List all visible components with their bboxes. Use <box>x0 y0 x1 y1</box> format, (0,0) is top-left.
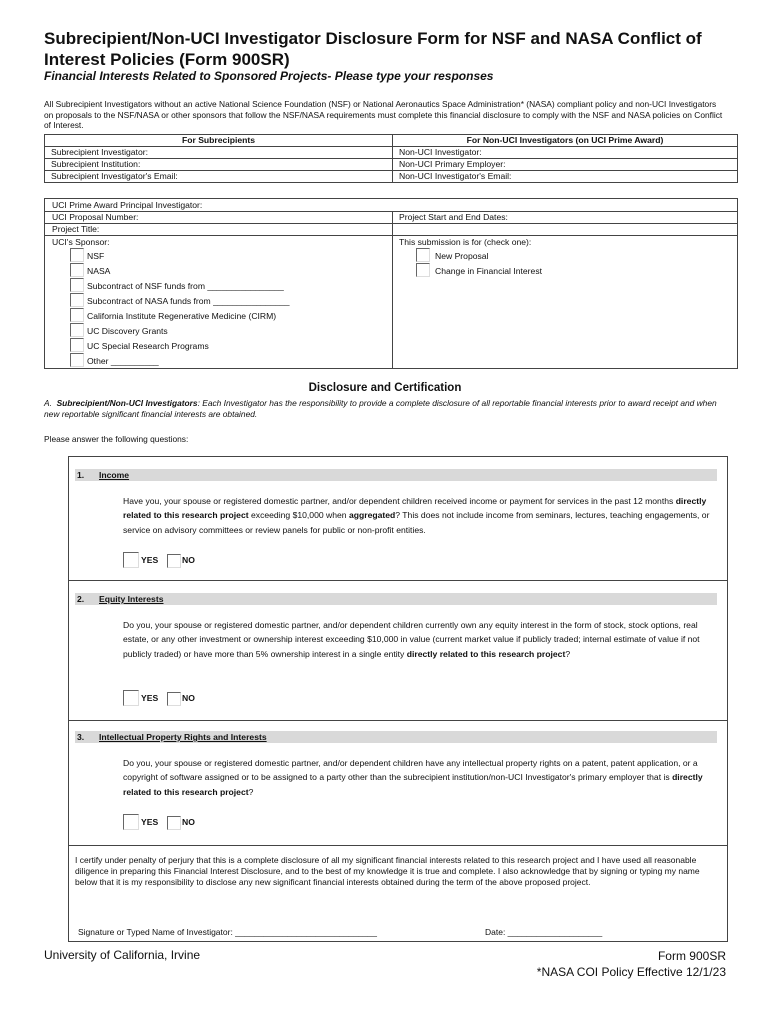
investigator-info-table <box>44 134 738 183</box>
section-a-text <box>44 398 734 420</box>
questions-box <box>68 456 728 942</box>
submission-label: This submission is for (check one): <box>399 237 532 247</box>
question-1-yes-label: YES <box>141 555 159 565</box>
sponsor-nsf-subcontract-checkbox[interactable] <box>70 278 84 292</box>
new-proposal-checkbox[interactable] <box>416 248 430 262</box>
non-uci-employer-field[interactable]: Non-UCI Primary Employer: <box>393 159 738 171</box>
section-a-prefix: A. <box>44 398 52 408</box>
footer-form-info <box>537 948 726 980</box>
change-interest-label: Change in Financial Interest <box>435 266 543 276</box>
sponsor-nsf-subcontract-label: Subcontract of NSF funds from ________________ <box>87 281 284 291</box>
sponsor-nasa-subcontract-label: Subcontract of NASA funds from ________________ <box>87 296 290 306</box>
subrecipient-email-field[interactable]: Subrecipient Investigator's Email: <box>45 171 393 183</box>
non-uci-email-field[interactable]: Non-UCI Investigator's Email: <box>393 171 738 183</box>
footer-university: University of California, Irvine <box>44 948 201 962</box>
question-1-text: Have you, your spouse or registered domestic partner, and/or dependent children received income or payment for services in the past 12 months directly related to this research project exceeding $10,000 when aggregated? This does not include income from seminars, lectures, teaching engagements, or service on advisory committees or review panels for public or non-profit entities. <box>123 496 710 535</box>
date-field[interactable]: Date: ____________________ <box>485 927 603 937</box>
sponsor-nasa-subcontract-checkbox[interactable] <box>70 293 84 307</box>
question-1-no-label: NO <box>182 555 195 565</box>
intro-paragraph: All Subrecipient Investigators without an active National Science Foundation (NSF) or National Aeronautics Space Administration* (NASA) compliant policy and non-UCI Investigators on proposals to the NSF/NASA or other sponsors that follow the NSF/NASA requirements must complete this financial disclosure to comply with the NSF and NASA policies on Conflict of Interest. <box>44 99 723 131</box>
pi-field[interactable]: UCI Prime Award Principal Investigator: <box>52 200 203 210</box>
subrecipient-institution-field[interactable]: Subrecipient Institution: <box>45 159 393 171</box>
sponsor-other-label: Other __________ <box>87 356 159 366</box>
question-2-yes-checkbox[interactable] <box>123 690 139 706</box>
sponsor-uc-special-checkbox[interactable] <box>70 338 84 352</box>
certification-text: I certify under penalty of perjury that this is a complete disclosure of all my significant financial interests related to this research project and I have used all reasonable diligence in preparing this Financial Interest Disclosure, and to the best of my knowledge it is true and complete. I also acknowledge that by signing or typing my name below that it is my responsibility to disclose any new significant financial interests obtained during the term of the above proposed project. <box>75 855 700 887</box>
please-answer: Please answer the following questions: <box>44 434 189 444</box>
question-3-number: 3. <box>77 732 85 742</box>
sponsor-label: UCI's Sponsor: <box>52 237 110 247</box>
change-interest-checkbox[interactable] <box>416 263 430 277</box>
question-3-no-label: NO <box>182 817 195 827</box>
disclosure-heading: Disclosure and Certification <box>308 382 462 394</box>
sponsor-nasa-label: NASA <box>87 266 111 276</box>
sponsor-cirm-checkbox[interactable] <box>70 308 84 322</box>
question-3-title: Intellectual Property Rights and Interests <box>99 732 267 742</box>
question-2-text: Do you, your spouse or registered domestic partner, and/or dependent children currently own any equity interest in the form of stock, stock options, real estate, or any other investment or ownership interest exceeding $10,000 in value (current market value if publicly traded; internal estimate of value if not publicly traded) or have more than 5% ownership interest in a single entity directly related to this research project? <box>123 620 700 659</box>
project-dates-field[interactable]: Project Start and End Dates: <box>399 212 508 222</box>
footer-nasa-policy: *NASA COI Policy Effective 12/1/23 <box>536 965 726 979</box>
question-3-text: Do you, your spouse or registered domestic partner, and/or dependent children have any intellectual property rights on a patent, patent application, or a copyright of software assigned or to be assigned to a party other than the subrecipient institution/non-UCI Investigator's primary employer that is directly related to this research project? <box>123 758 703 797</box>
non-uci-investigator-field[interactable]: Non-UCI Investigator: <box>393 147 738 159</box>
section-a-body: : Each Investigator has the responsibility to provide a complete disclosure of all reportable financial interests prior to award receipt and when new reportable significant financial interests are obtained. <box>44 398 717 419</box>
subrecipient-investigator-field[interactable]: Subrecipient Investigator: <box>45 147 393 159</box>
non-uci-header: For Non-UCI Investigators (on UCI Prime Award) <box>393 135 738 147</box>
question-1-header <box>75 469 717 481</box>
project-title-field[interactable]: Project Title: <box>52 224 100 234</box>
question-1-number: 1. <box>77 470 85 480</box>
question-1-no-checkbox[interactable] <box>167 554 181 568</box>
question-2-number: 2. <box>77 594 85 604</box>
sponsor-uc-discovery-label: UC Discovery Grants <box>87 326 168 336</box>
question-1-yes-checkbox[interactable] <box>123 552 139 568</box>
section-a-lead: Subrecipient/Non-UCI Investigators <box>56 398 198 408</box>
sponsor-nasa-checkbox[interactable] <box>70 263 84 277</box>
question-2-no-checkbox[interactable] <box>167 692 181 706</box>
footer-form-number: Form 900SR <box>657 949 726 963</box>
page-subtitle: Financial Interests Related to Sponsored Projects- Please type your responses <box>44 69 494 83</box>
question-2-title: Equity Interests <box>99 594 164 604</box>
question-3-header <box>75 731 717 743</box>
sponsor-uc-special-label: UC Special Research Programs <box>87 341 209 351</box>
sponsor-nsf-label: NSF <box>87 251 105 261</box>
subrecipients-header: For Subrecipients <box>45 135 393 147</box>
question-2-yes-label: YES <box>141 693 159 703</box>
sponsor-other-checkbox[interactable] <box>70 353 84 367</box>
new-proposal-label: New Proposal <box>435 251 489 261</box>
question-3-yes-checkbox[interactable] <box>123 814 139 830</box>
question-3-yes-label: YES <box>141 817 159 827</box>
proposal-number-field[interactable]: UCI Proposal Number: <box>52 212 139 222</box>
page-title: Subrecipient/Non-UCI Investigator Disclosure Form for NSF and NASA Conflict of Interest Policies (Form 900SR) <box>44 29 702 69</box>
sponsor-cirm-label: California Institute Regenerative Medicine (CIRM) <box>87 311 277 321</box>
question-2-no-label: NO <box>182 693 195 703</box>
question-2-header <box>75 593 717 605</box>
question-1-title: Income <box>99 470 130 480</box>
sponsor-nsf-checkbox[interactable] <box>70 248 84 262</box>
project-info-box <box>44 198 738 369</box>
signature-field[interactable]: Signature or Typed Name of Investigator: ______________________________ <box>78 927 377 937</box>
sponsor-uc-discovery-checkbox[interactable] <box>70 323 84 337</box>
question-3-no-checkbox[interactable] <box>167 816 181 830</box>
